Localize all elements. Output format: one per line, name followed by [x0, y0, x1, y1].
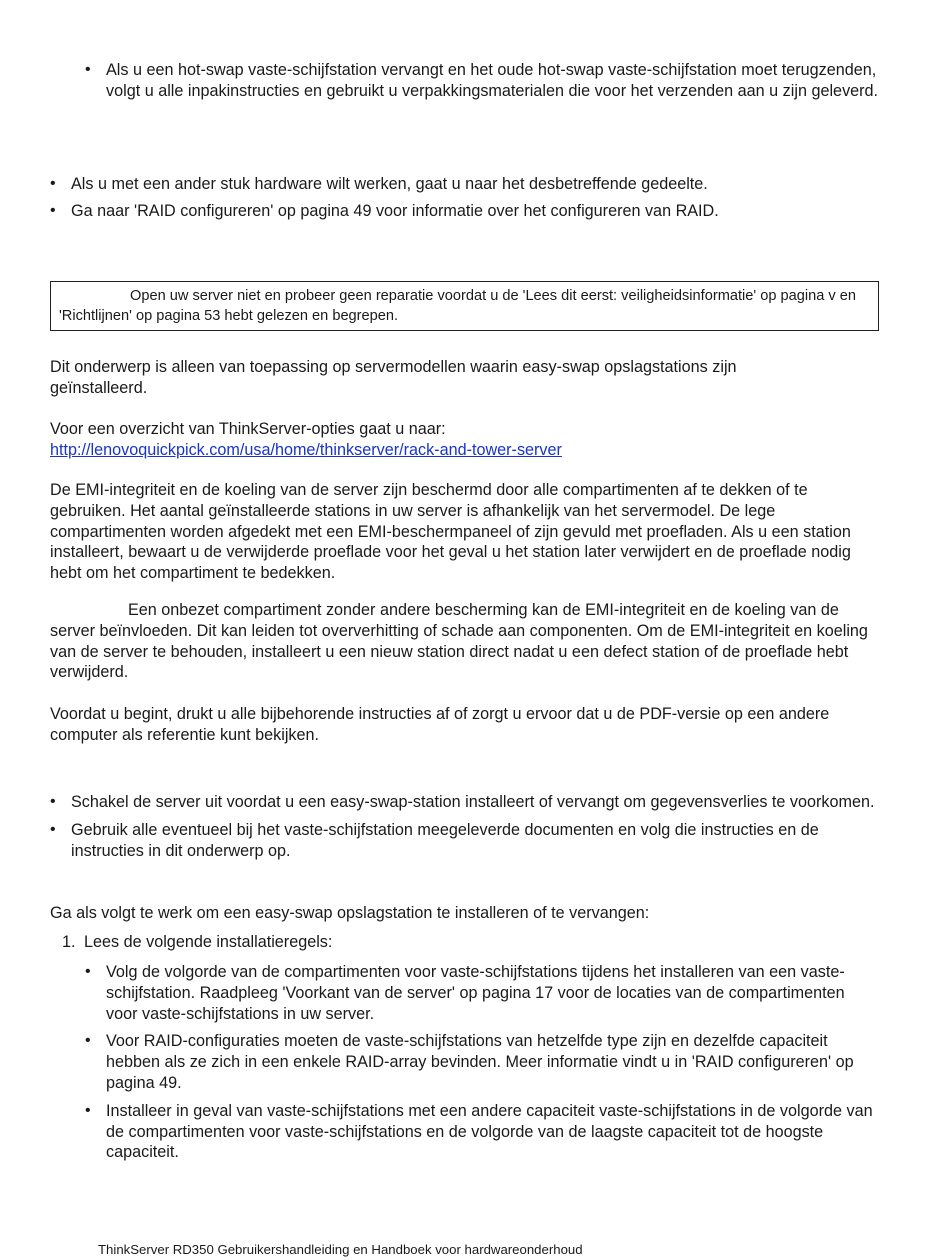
step-1	[62, 932, 332, 953]
step-label: Lees de volgende installatieregels:	[84, 933, 333, 951]
paragraph-overview	[50, 419, 900, 461]
list-item: • Installeer in geval van vaste-schijfstations met een andere capaciteit vaste-schijfstations in de volgorde van de compartimenten voor vaste-schijfstations en de volgorde van de laagste capaciteit tot de hoogste capaciteit.	[106, 1101, 878, 1163]
thinkserver-options-link[interactable]: http://lenovoquickpick.com/usa/home/thinkserver/rack-and-tower-server	[50, 440, 562, 459]
list-item: • Gebruik alle eventueel bij het vaste-schijfstation meegeleverde documenten en volg die instructies en de instructies in dit onderwerp op.	[71, 820, 881, 862]
rule-bullet-list	[106, 962, 878, 1163]
list-item: • Als u een hot-swap vaste-schijfstation vervangt en het oude hot-swap vaste-schijfstation moet terugzenden, volgt u alle inpakinstructies en gebruikt u verpakkingsmaterialen die voor het verzenden aan u zijn geleverd.	[106, 60, 884, 102]
related-bullet-list	[71, 174, 891, 222]
paragraph-emi: De EMI-integriteit en de koeling van de server zijn beschermd door alle compartimenten af te dekken of te gebruiken. Het aantal geïnstalleerde stations in uw server is afhankelijk van het servermodel. De lege compartimenten worden afgedekt met een EMI-beschermpaneel of zijn gevuld met proefladen. Als u een station installeert, bewaart u de verwijderde proeflade voor het geval u het station later verwijdert en de proeflade nodig hebt om het compartiment te bedekken.	[50, 481, 851, 583]
page-footer: ThinkServer RD350 Gebruikershandleiding en Handboek voor hardwareonderhoud	[98, 1242, 583, 1257]
overview-text: Voor een overzicht van ThinkServer-opties gaat u naar:	[50, 420, 446, 438]
step-number: 1.	[62, 933, 76, 951]
paragraph-before: Voordat u begint, drukt u alle bijbehorende instructies af of zorgt u ervoor dat u de PDF-versie op een andere computer als referentie kunt bekijken.	[50, 705, 830, 744]
safety-notice-box	[50, 281, 879, 331]
list-item: • Volg de volgorde van de compartimenten voor vaste-schijfstations tijdens het installeren van een vaste-schijfstation. Raadpleeg 'Voorkant van de server' op pagina 17 voor de locaties van de compartimenten voor vaste-schijfstations in uw server.	[106, 962, 878, 1024]
list-item: • Schakel de server uit voordat u een easy-swap-station installeert of vervangt om gegevensverlies te voorkomen.	[71, 792, 881, 813]
paragraph-steps-intro: Ga als volgt te werk om een easy-swap opslagstation te installeren of te vervangen:	[50, 904, 650, 922]
attention-text: Een onbezet compartiment zonder andere bescherming kan de EMI-integriteit en de koeling van de server beïnvloeden. Dit kan leiden tot oververhitting of schade aan componenten. Om de EMI-integriteit en koeling van de server te behouden, installeert u een nieuw station direct nadat u een defect station of de proeflade hebt verwijderd.	[50, 601, 868, 682]
top-bullet-list	[106, 60, 884, 102]
list-item: • Voor RAID-configuraties moeten de vaste-schijfstations van hetzelfde type zijn en dezelfde capaciteit hebben als ze zich in een enkele RAID-array bevinden. Meer informatie vindt u in 'RAID configureren' op pagina 49.	[106, 1031, 878, 1093]
list-item: • Als u met een ander stuk hardware wilt werken, gaat u naar het desbetreffende gedeelte.	[71, 174, 891, 195]
note-bullet-list	[71, 792, 881, 861]
paragraph-applies: Dit onderwerp is alleen van toepassing op servermodellen waarin easy-swap opslagstations zijn geïnstalleerd.	[50, 358, 737, 397]
paragraph-attention	[50, 600, 880, 683]
list-item: • Ga naar 'RAID configureren' op pagina 49 voor informatie over het configureren van RAID.	[71, 201, 891, 222]
notice-text: Open uw server niet en probeer geen reparatie voordat u de 'Lees dit eerst: veiligheidsinformatie' op pagina v en 'Richtlijnen' op pagina 53 hebt gelezen en begrepen.	[59, 288, 856, 324]
